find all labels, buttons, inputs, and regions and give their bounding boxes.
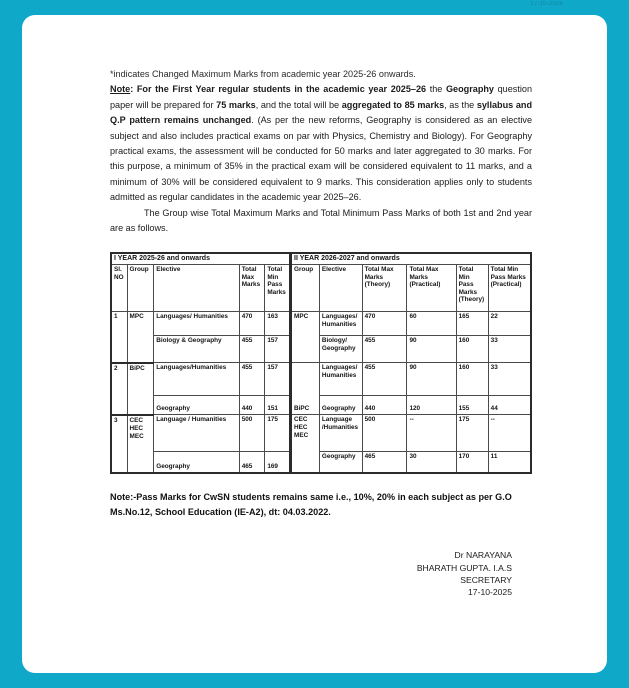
cell-group-y1: MPC bbox=[127, 312, 154, 363]
table-title-row bbox=[111, 253, 531, 264]
table-row bbox=[111, 363, 531, 396]
table-row bbox=[111, 336, 531, 363]
marks-table-container bbox=[110, 252, 532, 474]
cell-max-y1: 465 bbox=[239, 452, 265, 474]
cell-elective-y1: Biology & Geography bbox=[154, 336, 239, 363]
note-emphasis-aggregated: aggregated to 85 marks bbox=[341, 99, 445, 110]
cell-prac-min-y2: 33 bbox=[488, 363, 531, 396]
cell-elective-y2: Geography bbox=[319, 396, 362, 415]
cell-theory-max-y2: 465 bbox=[362, 452, 407, 474]
cell-min-y1: 169 bbox=[265, 452, 291, 474]
cell-elective-y1: Geography bbox=[154, 396, 239, 415]
note-emphasis-75marks: 75 marks bbox=[216, 99, 256, 110]
header-total-max-theory: Total Max Marks (Theory) bbox=[362, 265, 407, 312]
header-total-min-pass-marks: Total Min Pass Marks bbox=[265, 265, 291, 312]
cell-elective-y2: Geography bbox=[319, 452, 362, 474]
cell-theory-min-y2: 155 bbox=[456, 396, 488, 415]
note-emphasis-firstyear: For the First Year regular students in the academic year 2025–26 bbox=[136, 84, 427, 95]
cell-group-y2: MPC bbox=[291, 312, 320, 363]
table-row bbox=[111, 312, 531, 336]
note-text-remainder: . (As per the new reforms, Geography is considered as an elective subject and also includes practical exams on par with Physics, Chemistry and Biology). For Geography practical exams, the assessment will be conducted for 50 marks and later aggregated to 30 marks. For this purpose, a minimum of 35% in the practical exam will be considered equivalent to 11 marks, and a minimum of 30% will be considered equivalent to 9 marks. This consideration applies only to students admitted as regular candidates in the academic year 2025–26. bbox=[110, 115, 533, 203]
cell-elective-y2: Languages/ Humanities bbox=[319, 312, 362, 336]
closing-note: Note:-Pass Marks for CwSN students remains same i.e., 10%, 20% in each subject as per G.O Ms.No.12, School Education (IE-A2), dt: 04.03.2022. bbox=[110, 492, 512, 517]
header-sl-no: Sl. NO bbox=[111, 265, 127, 312]
cell-max-y1: 500 bbox=[239, 415, 265, 452]
scan-date-artifact: 17-10-2025 bbox=[530, 1, 563, 7]
cell-group-y2: BiPC bbox=[291, 363, 320, 415]
note-text-total: , and the total will be bbox=[255, 99, 342, 110]
header-elective-1: Elective bbox=[154, 265, 239, 312]
note-label: Note bbox=[110, 84, 131, 95]
cell-max-y1: 440 bbox=[239, 396, 265, 415]
note-emphasis-syllabus: syllabus and Q.P pattern remains unchanged bbox=[110, 99, 532, 126]
cell-elective-y1: Languages/Humanities bbox=[154, 363, 239, 396]
header-elective-2: Elective bbox=[319, 265, 362, 312]
cell-prac-min-y2: 22 bbox=[488, 312, 531, 336]
note-text-as: , as the bbox=[444, 99, 477, 110]
header-group-2: Group bbox=[291, 265, 320, 312]
cell-group-y2: CEC HEC MEC bbox=[291, 415, 320, 474]
cell-min-y1: 151 bbox=[265, 396, 291, 415]
note-text-qpaper: question paper will be prepared for bbox=[110, 84, 532, 110]
table-row bbox=[111, 452, 531, 474]
cell-theory-max-y2: 470 bbox=[362, 312, 407, 336]
signature-block bbox=[110, 549, 532, 599]
cell-theory-min-y2: 160 bbox=[456, 336, 488, 363]
signatory-name: Dr NARAYANA bbox=[454, 550, 512, 561]
cell-theory-min-y2: 165 bbox=[456, 312, 488, 336]
cell-prac-max-y2: 30 bbox=[407, 452, 456, 474]
cell-max-y1: 470 bbox=[239, 312, 265, 336]
cell-sl-no: 1 bbox=[111, 312, 127, 363]
note-text-the: the bbox=[426, 84, 446, 95]
header-total-min-theory: Total Min Pass Marks (Theory) bbox=[456, 265, 488, 312]
cell-max-y1: 455 bbox=[239, 336, 265, 363]
cell-theory-max-y2: 455 bbox=[362, 336, 407, 363]
cell-elective-y2: Languages/ Humanities bbox=[319, 363, 362, 396]
document-page bbox=[22, 15, 607, 673]
signatory-designation: SECRETARY bbox=[460, 575, 512, 586]
cell-theory-min-y2: 170 bbox=[456, 452, 488, 474]
table-row bbox=[111, 415, 531, 452]
cell-theory-min-y2: 160 bbox=[456, 363, 488, 396]
cell-prac-max-y2: 60 bbox=[407, 312, 456, 336]
note-emphasis-geography: Geography bbox=[445, 84, 494, 95]
cell-elective-y1: Languages/ Humanities bbox=[154, 312, 239, 336]
cell-theory-max-y2: 440 bbox=[362, 396, 407, 415]
signature-date: 17-10-2025 bbox=[468, 587, 512, 598]
table-header-row bbox=[111, 265, 531, 312]
header-total-min-practical: Total Min Pass Marks (Practical) bbox=[488, 265, 531, 312]
cell-prac-max-y2: -- bbox=[407, 415, 456, 452]
table-row bbox=[111, 396, 531, 415]
note-colon: : bbox=[130, 84, 137, 95]
year1-title: I YEAR 2025-26 and onwards bbox=[111, 253, 291, 264]
note-paragraph bbox=[110, 82, 532, 205]
page-content bbox=[110, 67, 532, 599]
cell-theory-max-y2: 455 bbox=[362, 363, 407, 396]
cell-min-y1: 157 bbox=[265, 336, 291, 363]
header-group-1: Group bbox=[127, 265, 154, 312]
cell-min-y1: 157 bbox=[265, 363, 291, 396]
cell-prac-min-y2: 33 bbox=[488, 336, 531, 363]
cell-max-y1: 455 bbox=[239, 363, 265, 396]
cell-sl-no: 3 bbox=[111, 415, 127, 474]
cell-min-y1: 175 bbox=[265, 415, 291, 452]
signatory-full-name: BHARATH GUPTA. I.A.S bbox=[416, 562, 512, 573]
cell-min-y1: 163 bbox=[265, 312, 291, 336]
cell-prac-max-y2: 90 bbox=[407, 363, 456, 396]
cell-prac-max-y2: 90 bbox=[407, 336, 456, 363]
cell-elective-y2: Biology/ Geography bbox=[319, 336, 362, 363]
cell-elective-y1: Geography bbox=[154, 452, 239, 474]
year2-title: II YEAR 2026-2027 and onwards bbox=[291, 253, 531, 264]
cell-sl-no: 2 bbox=[111, 363, 127, 415]
cell-prac-min-y2: 44 bbox=[488, 396, 531, 415]
cell-prac-max-y2: 120 bbox=[407, 396, 456, 415]
asterisk-note: *indicates Changed Maximum Marks from academic year 2025-26 onwards. bbox=[110, 69, 416, 79]
cell-group-y1: CEC HEC MEC bbox=[127, 415, 154, 474]
cell-prac-min-y2: -- bbox=[488, 415, 531, 452]
header-total-max-practical: Total Max Marks (Practical) bbox=[407, 265, 456, 312]
header-total-max-marks: Total Max Marks bbox=[239, 265, 265, 312]
cell-theory-max-y2: 500 bbox=[362, 415, 407, 452]
cell-group-y1: BiPC bbox=[127, 363, 154, 415]
marks-table bbox=[110, 252, 532, 474]
cell-prac-min-y2: 11 bbox=[488, 452, 531, 474]
cell-theory-min-y2: 175 bbox=[456, 415, 488, 452]
cell-elective-y2: Language /Humanities bbox=[319, 415, 362, 452]
groupwise-paragraph: The Group wise Total Maximum Marks and Total Minimum Pass Marks of both 1st and 2nd year are as follows. bbox=[110, 207, 532, 234]
cell-elective-y1: Language / Humanities bbox=[154, 415, 239, 452]
